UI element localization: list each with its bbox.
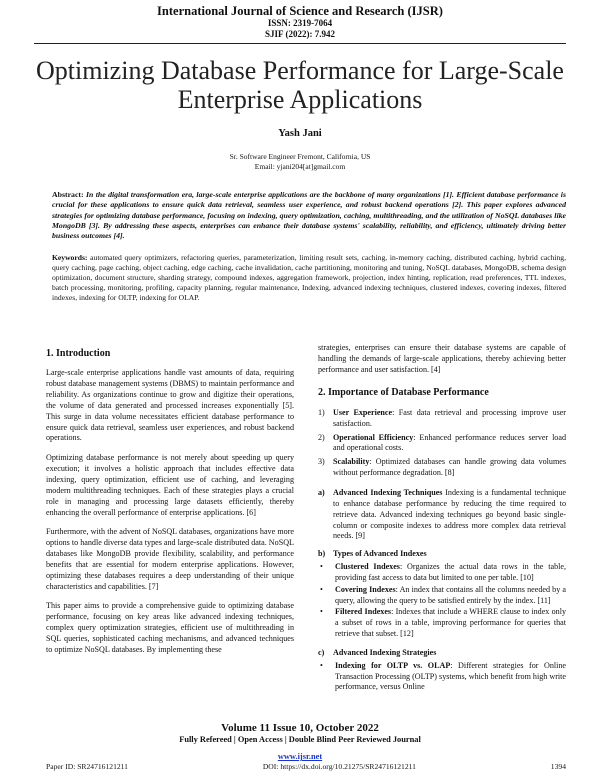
journal-footer xyxy=(0,722,600,764)
item-term: Scalability xyxy=(333,457,370,467)
list-item xyxy=(318,408,566,430)
affiliation-line: Sr. Software Engineer Fremont, California, US xyxy=(229,152,371,162)
section-heading-importance: 2. Importance of Database Performance xyxy=(318,386,489,398)
indexing-strategies-list xyxy=(318,661,566,694)
item-text: : Organizes the actual data rows in the table, providing fast access to data but limited to one per table. [10] xyxy=(335,562,566,582)
section-heading-introduction: 1. Introduction xyxy=(46,348,111,359)
item-term: Filtered Indexes xyxy=(335,607,392,617)
journal-name: International Journal of Science and Research (IJSR) xyxy=(157,4,443,18)
abstract xyxy=(52,190,566,242)
subsection-a xyxy=(318,488,566,542)
volume-issue: Volume 11 Issue 10, October 2022 xyxy=(221,722,379,734)
item-number: 2) xyxy=(318,432,325,442)
subsection-letter: a) xyxy=(318,487,325,497)
intro-paragraph-3: Furthermore, with the advent of NoSQL databases, organizations have more options to handle diverse data types and large-scale distributed data. NoSQL databases like MongoDB provide flexibility, scalability, and performance benefits that are essential for modern enterprise applications. However, optimizing these databases requires a deep understanding of their unique characteristics and capabilities. [7] xyxy=(46,527,294,591)
page-meta-bar xyxy=(46,762,566,771)
subsection-b-heading xyxy=(318,549,566,560)
subsection-title: Types of Advanced Indexes xyxy=(333,549,427,559)
header-rule xyxy=(34,43,566,44)
keywords-label: Keywords: xyxy=(52,252,88,262)
item-text: : Enhanced performance reduces server load and operational costs. xyxy=(333,432,566,453)
item-text: : Fast data retrieval and processing improve user satisfaction. xyxy=(333,407,567,428)
right-column xyxy=(318,343,566,701)
intro-paragraph-4: This paper aims to provide a comprehensive guide to optimizing database performance, focusing on key areas like advanced indexing techniques, complex query optimization strategies, efficient use of multithreading in SQL queries, sophisticated caching mechanisms, and advanced techniques to optimize NoSQL databases. By implementing these xyxy=(46,601,294,654)
item-text: : Different strategies for Online Transaction Processing (OLTP) systems, which benefit from high write performance, versus Online xyxy=(335,660,566,692)
advanced-index-types-list xyxy=(318,562,566,640)
paper-title: Optimizing Database Performance for Large-Scale Enterprise Applications xyxy=(36,56,564,115)
item-text: : An index that contains all the columns needed by a query, allowing the query to be satisfied entirely by the index. [11] xyxy=(335,584,567,605)
item-term: User Experience xyxy=(333,407,393,417)
list-item xyxy=(318,661,566,694)
list-item xyxy=(318,562,566,584)
refereed-line: Fully Refereed | Open Access | Double Blind Peer Reviewed Journal xyxy=(179,735,421,745)
journal-sjif: SJIF (2022): 7.942 xyxy=(265,28,335,39)
list-item xyxy=(318,585,566,607)
journal-header xyxy=(0,4,600,39)
left-column xyxy=(46,343,294,701)
item-number: 3) xyxy=(318,457,325,467)
body-columns xyxy=(46,343,566,701)
subsection-title: Advanced Indexing Strategies xyxy=(333,647,437,657)
item-number: 1) xyxy=(318,407,325,417)
item-term: Indexing for OLTP vs. OLAP xyxy=(335,660,451,670)
subsection-letter: b) xyxy=(318,549,326,559)
bullet-icon: • xyxy=(320,562,323,572)
item-text: : Optimized databases can handle growing data volumes without performance degradation. [8] xyxy=(333,457,566,478)
bullet-icon: • xyxy=(320,584,323,594)
list-item xyxy=(318,433,566,455)
intro-paragraph-1: Large-scale enterprise applications handle vast amounts of data, requiring robust database management systems (DBMS) to maintain performance and reliability. As organizations continue to grow and digitize their operations, the volume of data generated and processed increases exponentially [5]. This surge in data volume necessitates efficient database performance to ensure quick data retrieval, seamless user experiences, and robust backend operations. xyxy=(46,368,294,443)
subsection-text: Indexing is a fundamental technique to enhance database performance by reducing the time required to retrieve data. Advanced indexing techniques go beyond basic single-column or composite indexes to address more complex data retrieval needs. [9] xyxy=(333,487,566,541)
bullet-icon: • xyxy=(320,660,323,670)
paper-author: Yash Jani xyxy=(278,128,322,140)
paper-id: Paper ID: SR24716121211 xyxy=(46,762,128,771)
journal-url-link[interactable]: www.ijsr.net xyxy=(277,752,323,762)
intro-continuation: strategies, enterprises can ensure their database systems are capable of handling the demands of large-scale applications, thereby achieving better performance and user satisfaction. [4] xyxy=(318,343,566,374)
keywords-text: automated query optimizers, refactoring queries, parameterization, limiting result sets, caching, in-memory caching, distributed caching, hybrid caching, query caching, page caching, object caching, edge caching, cache invalidation, cache partitioning, monitoring and tuning, NoSQL databases, MongoDB, schema design optimization, document structure, sharding strategy, compound indexes, aggregation framework, projection, index hinting, replication, read preferences, TTL indexes, batch processing, monitoring, profiling, capacity planning, regular maintenance, Indexing, advanced indexing techniques, clustered indexes, covering indexes, filtered indexes, indexing for OLTP, indexing for OLAP. xyxy=(52,252,566,302)
item-term: Clustered Indexes xyxy=(335,562,400,572)
importance-list xyxy=(318,408,566,479)
author-email: Email: yjani204[at]gmail.com xyxy=(254,162,346,172)
intro-paragraph-2: Optimizing database performance is not merely about speeding up query execution; it involves a holistic approach that includes effective data indexing, query optimization, efficient use of caching, and leveraging modern multithreading techniques. Each of these strategies plays a crucial role in managing and processing large datasets efficiently, thereby enhancing the overall performance of enterprise applications. [6] xyxy=(46,453,294,517)
abstract-text: In the digital transformation era, large-scale enterprise applications are the backbone of many organizations [1]. Efficient database performance is crucial for these applications to ensure quick data retrieval, seamless user experience, and robust backend operations [2]. This paper explores advanced strategies for optimizing database performance, focusing on indexing, query optimization, caching, multithreading, and the utilization of NoSQL databases like MongoDB [3]. By addressing these aspects, enterprises can enhance their database systems' scalability, reliability, and efficiency, ultimately driving better business outcomes [4]. xyxy=(52,189,566,241)
list-item xyxy=(318,607,566,640)
page-number: 1394 xyxy=(550,762,566,771)
subsection-term: Advanced Indexing Techniques xyxy=(333,487,443,497)
journal-issn: ISSN: 2319-7064 xyxy=(267,18,333,29)
subsection-letter: c) xyxy=(318,647,325,657)
item-term: Covering Indexes xyxy=(335,584,396,594)
keywords xyxy=(52,253,566,303)
list-item xyxy=(318,457,566,479)
abstract-label: Abstract: xyxy=(52,189,84,199)
bullet-icon: • xyxy=(320,607,323,617)
author-affiliation xyxy=(0,152,600,172)
item-text: : Indexes that include a WHERE clause to index only a subset of rows in a table, improving performance for queries that retrieve that subset. [12] xyxy=(335,607,566,639)
item-term: Operational Efficiency xyxy=(333,432,414,442)
subsection-c-heading xyxy=(318,648,566,659)
doi-link[interactable]: DOI: https://dx.doi.org/10.21275/SR24716121211 xyxy=(262,762,416,771)
